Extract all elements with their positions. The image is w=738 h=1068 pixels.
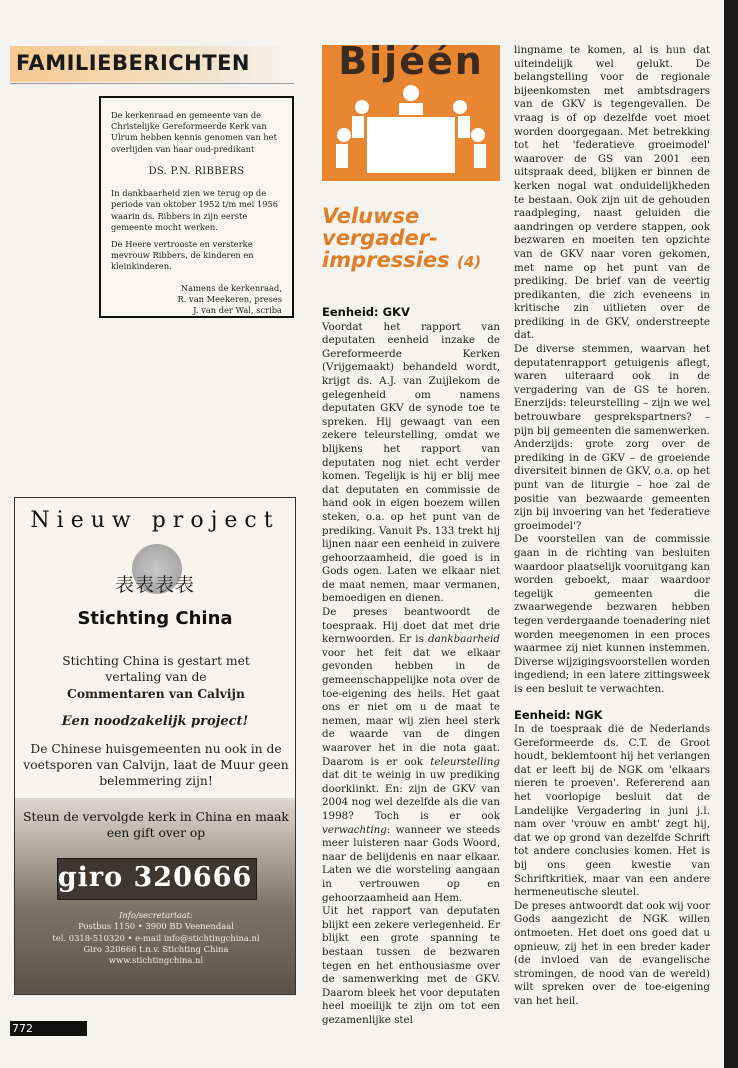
paragraph: lingname te komen, al is hun dat uiteindelijk wel gelukt. De belangstelling voor de regionale bijeenkomsten met ambtsdragers van de GKV is tegengevallen. De vraag is of op dezelfde voet moet worden doorgegaan. Met betrekking tot het 'federatieve groeimodel' waarover de GS van 2001 een uitspraak deed, blijken er binnen de kerken nogal wat onduidelijkheden te bestaan. Ook zijn uit de gehouden raadpleging, naast geluiden die aandringen op verdere stappen, ook bezwaren en moeiten ten opzichte van de GKV naar voren gekomen, met name op het punt van de prediking. De brief van de veertig predikanten, die zich eveneens in kritische zin uitlieten over de prediking in de GKV, onderstreepte dat. <box>514 44 710 342</box>
info-label: Info/secretariaat: <box>119 910 193 920</box>
page-number: 772 <box>12 1022 33 1035</box>
italic-text: teleurstelling <box>430 755 500 768</box>
paragraph <box>322 606 500 905</box>
title-line: impressies <box>322 248 450 273</box>
title-number: (4) <box>456 253 482 272</box>
info-line: Giro 320666 t.n.v. Stichting China <box>83 944 229 955</box>
bijeen-logo <box>322 45 500 181</box>
heading-gkv: Eenheid: GKV <box>322 305 410 319</box>
article-column-2 <box>514 44 710 1009</box>
text: De preses beantwoordt de toespraak. Hij doet dat met drie kernwoorden. Er is <box>322 606 500 646</box>
death-notice <box>99 96 294 318</box>
text: : wanneer we steeds meer luisteren naar Gods Woord, naar de belijdenis en naar elkaar. Laten we die worsteling aangaan in vertrouwen op en gehoorzaamheid aan Hem. <box>322 823 500 904</box>
title-line: vergader- <box>322 226 438 251</box>
text: dat dit te weinig in uw prediking doorklinkt. En: zijn de GKV van 2004 nog wel dezelfde als die van 1998? Toch is er ook <box>322 769 500 822</box>
paragraph: De voorstellen van de commissie gaan in de richting van besluiten waardoor plaatselijk vooruitgang kan worden geboekt, maar waardoor tegelijk gemeenten die zwaarwegende bezwaren hebben tegen verdergaande toenadering niet worden meegenomen in een proces waarmee zij niet kunnen instemmen. Diverse wijzigingsvoorstellen worden ingediend; in een latere zittingsweek is een besluit te verwachten. <box>514 533 710 695</box>
ad-p1-bold: Commentaren van Calvijn <box>67 685 245 701</box>
header-rule <box>10 83 294 84</box>
ad-paragraph-1 <box>25 654 287 703</box>
paragraph: Uit het rapport van deputaten blijkt een zekere verlegenheid. Er blijkt een grote spanning te bestaan tussen de bezwaren tegen en het enthousiasme over de samenwerking met de GKV. Daarom bleek het voor deputaten heel moeilijk te zijn om tot een gezamenlijke stel <box>322 905 500 1026</box>
giro-number: giro 320666 <box>57 862 253 893</box>
figures-logo-icon: 表表表表 <box>114 574 195 596</box>
familieberichten-title: FAMILIEBERICHTEN <box>16 51 251 75</box>
paragraph: De preses antwoordt dat ook wij voor Gods aangezicht de NGK willen ontmoeten. Het doet ons goed dat u opnieuw, zij het in een breder kader (de invloed van de evangelische stromingen, de nood van de wereld) wilt spreken over de toe-eigening van het heil. <box>514 899 710 1007</box>
scan-edge <box>724 0 738 1068</box>
notice-body-1: In dankbaarheid zien we terug op de periode van oktober 1952 t/m mei 1956 waarin ds. Ribbers in zijn eerste gemeente mocht werken. <box>111 188 279 232</box>
ad-title: Nieuw project <box>30 508 280 533</box>
familieberichten-header <box>10 46 294 82</box>
meeting-table-icon <box>322 45 500 181</box>
ad-organisation: Stichting China <box>77 608 233 629</box>
text: voor het feit dat we elkaar gevonden hebben in de gemeenschappelijke nota over de toe-eigening des heils. Het gaat ons er niet om u de maat te nemen, maar wij zien heel sterk de waarde van de dingen waarover het in die nota gaat. Daarom is er ook <box>322 646 500 768</box>
article-column-1 <box>322 306 500 1027</box>
ad-p1-line: Stichting China is gestart met <box>62 654 250 668</box>
italic-text: dankbaarheid <box>427 633 500 646</box>
info-line: Postbus 1150 • 3900 BD Veenendaal <box>78 921 234 932</box>
stichting-china-ad <box>14 497 296 995</box>
paragraph: Voordat het rapport van deputaten eenheid inzake de Gereformeerde Kerken (Vrijgemaakt) behandeld wordt, krijgt ds. A.J. van Zuijlekom de gelegenheid om namens deputaten GKV de synode toe te spreken. Hij gewaagt van een zekere teleurstelling, omdat we blijkens het rapport van deputaten nog niet echt verder komen. Tegelijk is hij er blij mee dat deputaten en commissie de hand ook in eigen boezem willen steken, o.a. op het punt van de prediking. Vanuit Ps. 133 trekt hij lijnen naar een eenheid in zuivere gehoorzaamheid, die goed is in Gods ogen. Laten we elkaar niet de maat nemen, maar vermanen, bemoedigen en dienen. <box>322 320 500 605</box>
article-title <box>322 205 502 271</box>
notice-signature <box>111 283 282 317</box>
notice-intro: De kerkenraad en gemeente van de Christelijke Gereformeerde Kerk van Ulrum hebben kennis genomen van het overlijden van haar oud-predikant <box>111 110 277 154</box>
italic-text: verwachting <box>322 823 387 836</box>
heading-ngk: Eenheid: NGK <box>514 707 603 722</box>
ad-paragraph-3: Steun de vervolgde kerk in China en maak een gift over op <box>23 810 289 840</box>
sign-line: J. van der Wal, scriba <box>193 304 282 315</box>
paragraph: In de toespraak die de Nederlands Gereformeerde ds. C.T. de Groot houdt, beklemtoont hij het verlangen dat er leeft bij de NGK om 'elkaars nieren te proeven'. Refererend aan het voorlopige besluit dat de Landelijke Vergadering in juni j.l. nam over 'vrouw en ambt' zegt hij, dat we op grond van dezelfde Schrift tot andere conclusies komen. Het is bij ons geen kwestie van Schriftkritiek, maar van een andere hermeneutische sleutel. <box>514 723 710 899</box>
info-line: tel. 0318-510320 • e-mail info@stichtingchina.nl <box>52 932 260 943</box>
sign-line: Namens de kerkenraad, <box>180 282 282 293</box>
info-line: www.stichtingchina.nl <box>108 955 204 966</box>
sign-line: R. van Meekeren, preses <box>177 293 282 304</box>
ad-emphasis: Een noodzakelijk project! <box>61 714 249 729</box>
ad-paragraph-2: De Chinese huisgemeenten nu ook in de voetsporen van Calvijn, laat de Muur geen belemmering zijn! <box>23 742 289 788</box>
notice-name: DS. P.N. RIBBERS <box>148 165 245 177</box>
ad-p1-line: vertaling van de <box>105 669 207 684</box>
ad-contact-info <box>23 910 289 967</box>
title-line: Veluwse <box>322 204 420 228</box>
paragraph: De diverse stemmen, waarvan het deputatenrapport getuigenis aflegt, waren uiteraard ook in de vergadering van de GS te horen. Enerzijds: teleurstelling – zijn we wel betrouwbare gesprekspartners? – pijn bij gemeenten die samenwerken. Anderzijds: grote zorg over de prediking in de GKV – de groeiende diversiteit binnen de GKV, o.a. op het punt van de liturgie – hoe zal de positie van bezwaarde gemeenten zijn bij invoering van het 'federatieve groeimodel'? <box>514 343 710 532</box>
notice-body-2: De Heere vertrooste en versterke mevrouw Ribbers, de kinderen en kleinkinderen. <box>111 239 254 272</box>
logo-text: Bijéén <box>338 45 484 83</box>
